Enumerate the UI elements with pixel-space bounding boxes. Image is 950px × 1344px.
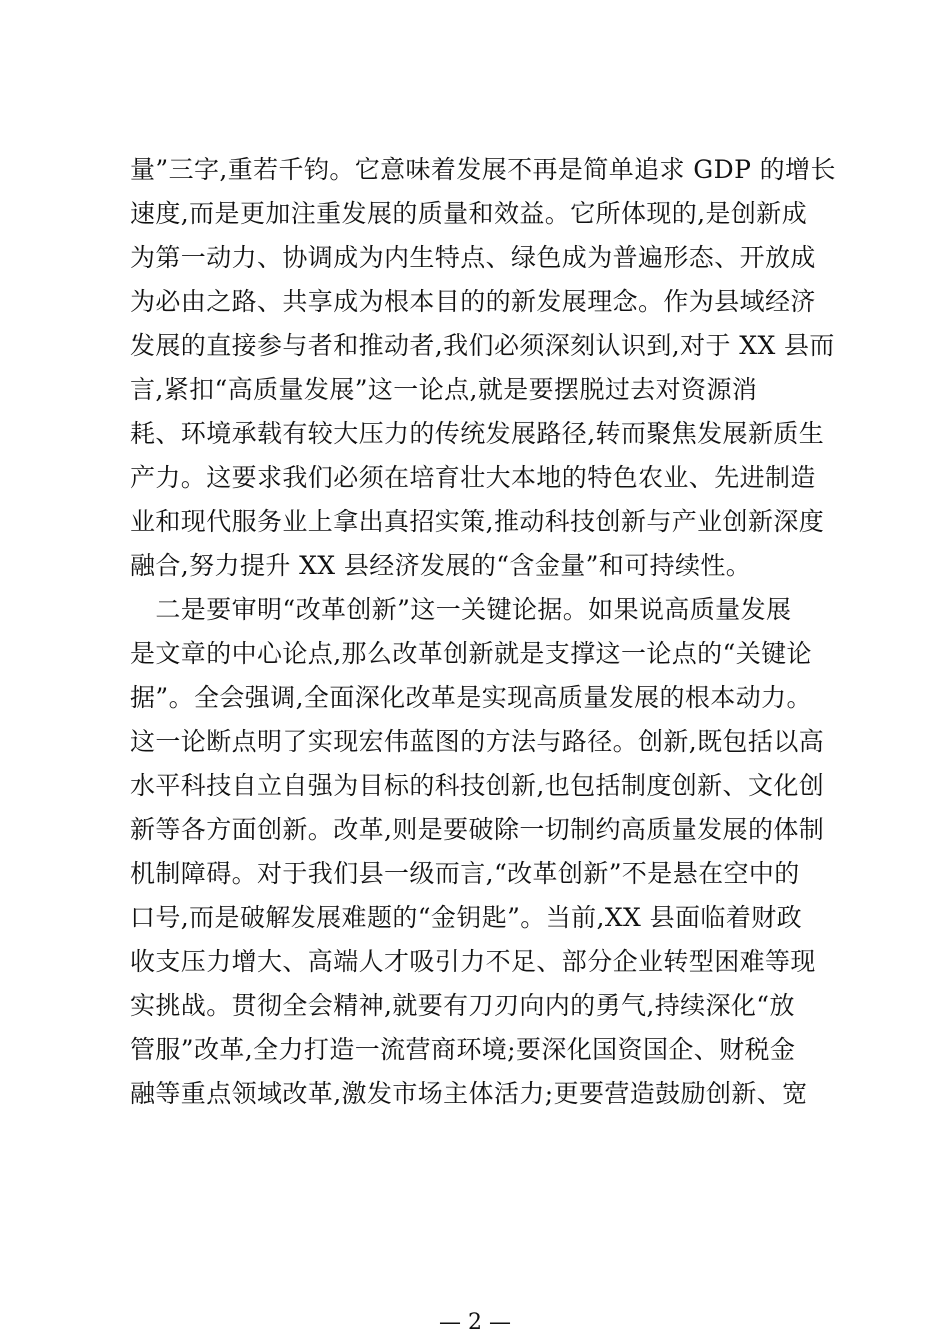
text-line: 新等各方面创新。改革,则是要破除一切制约高质量发展的体制: [130, 815, 825, 844]
text-line: 量”三字,重若千钧。它意味着发展不再是简单追求 GDP 的增长: [130, 155, 836, 184]
text-line: 言,紧扣“高质量发展”这一论点,就是要摆脱过去对资源消: [130, 375, 758, 404]
text-line: 管服”改革,全力打造一流营商环境;要深化国资国企、财税金: [130, 1035, 796, 1064]
text-line: 为必由之路、共享成为根本目的的新发展理念。作为县域经济: [130, 287, 816, 316]
text-line: 业和现代服务业上拿出真招实策,推动科技创新与产业创新深度: [130, 507, 825, 536]
text-line: 融等重点领域改革,激发市场主体活力;更要营造鼓励创新、宽: [130, 1079, 808, 1108]
text-line: 是文章的中心论点,那么改革创新就是支撑这一论点的“关键论: [130, 639, 812, 668]
text-line: 耗、环境承载有较大压力的传统发展路径,转而聚焦发展新质生: [130, 419, 825, 448]
text-line: 收支压力增大、高端人才吸引力不足、部分企业转型困难等现: [130, 947, 816, 976]
text-line: 融合,努力提升 XX 县经济发展的“含金量”和可持续性。: [130, 551, 752, 580]
paragraph-start-line: 二是要审明“改革创新”这一关键论据。如果说高质量发展: [130, 595, 792, 624]
text-line: 速度,而是更加注重发展的质量和效益。它所体现的,是创新成: [130, 199, 808, 228]
text-line: 这一论断点明了实现宏伟蓝图的方法与路径。创新,既包括以高: [130, 727, 825, 756]
text-line: 水平科技自立自强为目标的科技创新,也包括制度创新、文化创: [130, 771, 825, 800]
text-line: 发展的直接参与者和推动者,我们必须深刻认识到,对于 XX 县而: [130, 331, 835, 360]
text-line: 机制障碍。对于我们县一级而言,“改革创新”不是悬在空中的: [130, 859, 800, 888]
text-line: 实挑战。贯彻全会精神,就要有刀刃向内的勇气,持续深化“放: [130, 991, 795, 1020]
text-line: 产力。这要求我们必须在培育壮大本地的特色农业、先进制造: [130, 463, 816, 492]
page-number: — 2 —: [439, 1310, 511, 1335]
text-line: 据”。全会强调,全面深化改革是实现高质量发展的根本动力。: [130, 683, 812, 712]
text-line: 口号,而是破解发展难题的“金钥匙”。当前,XX 县面临着财政: [130, 903, 802, 932]
text-line: 为第一动力、协调成为内生特点、绿色成为普遍形态、开放成: [130, 243, 816, 272]
